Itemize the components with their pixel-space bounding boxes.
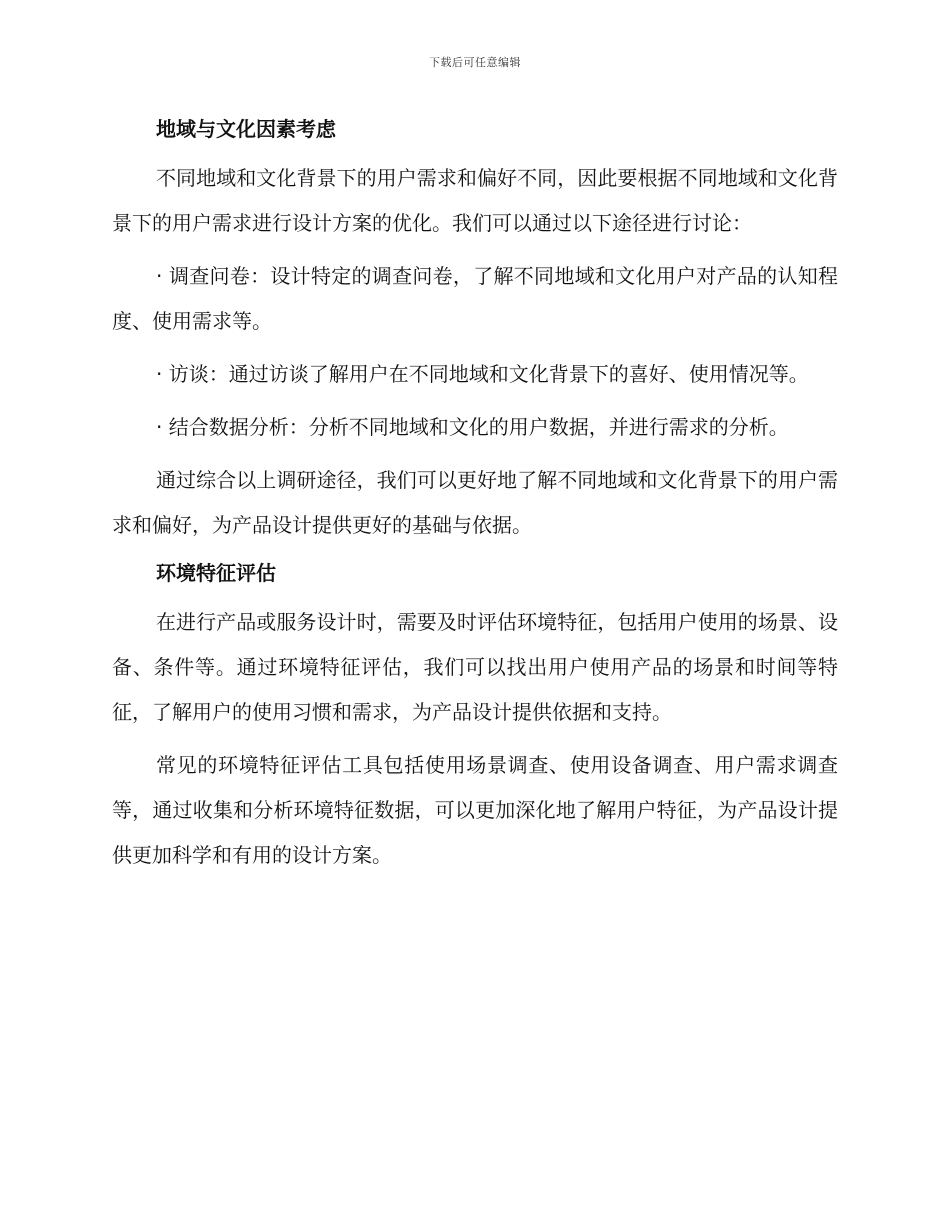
paragraph-environment-1: 在进行产品或服务设计时，需要及时评估环境特征，包括用户使用的场景、设备、条件等。通过环境特征评估，我们可以找出用户使用产品的场景和时间等特征，了解用户的使用习惯和需求，为产品设计提供依据和支持。 xyxy=(112,610,838,724)
paragraph-conclusion: 通过综合以上调研途径，我们可以更好地了解不同地域和文化背景下的用户需求和偏好，为产品设计提供更好的基础与依据。 xyxy=(112,468,838,537)
paragraph-intro: 不同地域和文化背景下的用户需求和偏好不同，因此要根据不同地域和文化背景下的用户需求进行设计方案的优化。我们可以通过以下途径进行讨论： xyxy=(112,166,838,235)
bullet-survey: · 调查问卷：设计特定的调查问卷，了解不同地域和文化用户对产品的认知程度、使用需求等。 xyxy=(112,264,838,333)
section-heading-region-culture: 地域与文化因素考虑 xyxy=(156,117,336,141)
section-heading-environment: 环境特征评估 xyxy=(156,561,276,585)
paragraph-environment-2: 常见的环境特征评估工具包括使用场景调查、使用设备调查、用户需求调查等，通过收集和分析环境特征数据，可以更加深化地了解用户特征，为产品设计提供更加科学和有用的设计方案。 xyxy=(112,753,838,867)
bullet-data-analysis: · 结合数据分析：分析不同地域和文化的用户数据，并进行需求的分析。 xyxy=(156,415,789,439)
document-body xyxy=(112,112,838,886)
header-note: 下载后可任意编辑 xyxy=(429,56,521,69)
bullet-interview: · 访谈：通过访谈了解用户在不同地域和文化背景下的喜好、使用情况等。 xyxy=(156,362,809,386)
